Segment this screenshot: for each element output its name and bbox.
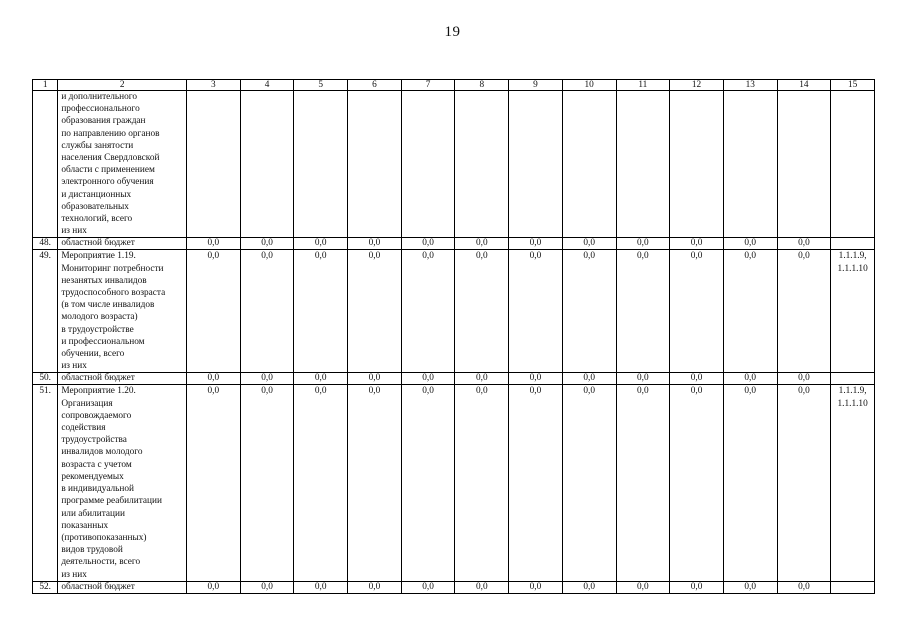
funding-value: [562, 91, 616, 238]
funding-value: 0,0: [401, 385, 455, 581]
row-description: областной бюджет: [58, 581, 187, 593]
column-header: 13: [723, 80, 777, 91]
funding-value: 0,0: [509, 238, 563, 250]
funding-value: [509, 91, 563, 238]
target-indicator-ref: [831, 238, 875, 250]
funding-value: 0,0: [616, 385, 670, 581]
funding-value: 0,0: [187, 385, 241, 581]
funding-value: 0,0: [777, 373, 831, 385]
funding-value: 0,0: [187, 373, 241, 385]
funding-value: [616, 91, 670, 238]
funding-value: 0,0: [294, 373, 348, 385]
target-indicator-ref: [831, 581, 875, 593]
funding-value: 0,0: [777, 385, 831, 581]
funding-value: 0,0: [240, 238, 294, 250]
funding-value: 0,0: [240, 250, 294, 373]
funding-value: [187, 91, 241, 238]
page-number: 19: [444, 24, 461, 40]
funding-value: 0,0: [562, 238, 616, 250]
table-row: [33, 581, 875, 593]
funding-value: 0,0: [294, 238, 348, 250]
funding-value: [670, 91, 724, 238]
funding-value: 0,0: [723, 238, 777, 250]
funding-value: 0,0: [723, 581, 777, 593]
target-indicator-ref: 1.1.1.9, 1.1.1.10: [831, 250, 875, 373]
row-description: областной бюджет: [58, 238, 187, 250]
column-header: 10: [562, 80, 616, 91]
funding-value: 0,0: [348, 238, 402, 250]
funding-value: 0,0: [670, 385, 724, 581]
funding-value: [240, 91, 294, 238]
table-row: [33, 250, 875, 373]
program-funding-table: [32, 79, 875, 594]
funding-value: 0,0: [401, 373, 455, 385]
column-header: 6: [348, 80, 402, 91]
funding-value: 0,0: [616, 238, 670, 250]
column-header: 11: [616, 80, 670, 91]
funding-value: 0,0: [509, 581, 563, 593]
funding-value: 0,0: [348, 250, 402, 373]
funding-value: 0,0: [616, 373, 670, 385]
funding-value: 0,0: [723, 373, 777, 385]
funding-value: 0,0: [455, 238, 509, 250]
funding-value: 0,0: [240, 373, 294, 385]
row-description: и дополнительного профессионального образования граждан по направлению органов службы занятости населения Свердловской области с применением электронного обучения и дистанционных образовательных технологий, всего из них: [58, 91, 187, 238]
column-header: 15: [831, 80, 875, 91]
funding-value: [777, 91, 831, 238]
column-header: 8: [455, 80, 509, 91]
column-header: 3: [187, 80, 241, 91]
funding-value: 0,0: [240, 385, 294, 581]
funding-value: 0,0: [401, 581, 455, 593]
funding-value: 0,0: [187, 250, 241, 373]
header-row: [33, 80, 875, 91]
funding-value: 0,0: [670, 250, 724, 373]
target-indicator-ref: [831, 373, 875, 385]
funding-value: 0,0: [294, 581, 348, 593]
funding-value: 0,0: [509, 385, 563, 581]
funding-value: 0,0: [455, 250, 509, 373]
row-number: [33, 91, 58, 238]
table-row: [33, 238, 875, 250]
column-header: 5: [294, 80, 348, 91]
funding-value: [294, 91, 348, 238]
target-indicator-ref: 1.1.1.9, 1.1.1.10: [831, 385, 875, 581]
row-number: 50.: [33, 373, 58, 385]
funding-value: 0,0: [723, 385, 777, 581]
funding-value: 0,0: [509, 373, 563, 385]
funding-value: 0,0: [616, 581, 670, 593]
column-header: 2: [58, 80, 187, 91]
table-row: [33, 373, 875, 385]
funding-value: 0,0: [777, 581, 831, 593]
column-header: 14: [777, 80, 831, 91]
funding-value: 0,0: [294, 250, 348, 373]
table-row: [33, 91, 875, 238]
funding-value: 0,0: [455, 385, 509, 581]
funding-value: [455, 91, 509, 238]
row-number: 48.: [33, 238, 58, 250]
funding-value: 0,0: [562, 373, 616, 385]
funding-value: 0,0: [670, 238, 724, 250]
table-row: [33, 385, 875, 581]
funding-value: 0,0: [187, 581, 241, 593]
row-description: Мероприятие 1.19. Мониторинг потребности незанятых инвалидов трудоспособного возраста (в том числе инвалидов молодого возраста) в трудоустройстве и профессиональном обучении, всего из них: [58, 250, 187, 373]
funding-value: 0,0: [670, 373, 724, 385]
funding-value: 0,0: [348, 385, 402, 581]
column-header: 9: [509, 80, 563, 91]
funding-value: 0,0: [240, 581, 294, 593]
funding-value: 0,0: [401, 250, 455, 373]
column-header: 4: [240, 80, 294, 91]
funding-value: [401, 91, 455, 238]
funding-value: 0,0: [348, 373, 402, 385]
funding-value: 0,0: [777, 238, 831, 250]
row-number: 51.: [33, 385, 58, 581]
funding-value: 0,0: [401, 238, 455, 250]
funding-value: 0,0: [348, 581, 402, 593]
funding-value: 0,0: [294, 385, 348, 581]
column-header: 12: [670, 80, 724, 91]
column-header: 7: [401, 80, 455, 91]
row-number: 49.: [33, 250, 58, 373]
funding-value: 0,0: [562, 581, 616, 593]
funding-value: 0,0: [509, 250, 563, 373]
funding-value: 0,0: [562, 385, 616, 581]
funding-value: 0,0: [455, 581, 509, 593]
funding-value: 0,0: [187, 238, 241, 250]
funding-value: [723, 91, 777, 238]
row-number: 52.: [33, 581, 58, 593]
funding-value: 0,0: [777, 250, 831, 373]
row-description: областной бюджет: [58, 373, 187, 385]
column-header: 1: [33, 80, 58, 91]
funding-value: 0,0: [723, 250, 777, 373]
funding-value: 0,0: [670, 581, 724, 593]
funding-value: 0,0: [562, 250, 616, 373]
target-indicator-ref: [831, 91, 875, 238]
funding-value: 0,0: [455, 373, 509, 385]
funding-value: [348, 91, 402, 238]
funding-value: 0,0: [616, 250, 670, 373]
row-description: Мероприятие 1.20. Организация сопровождаемого содействия трудоустройства инвалидов молодого возраста с учетом рекомендуемых в индивидуальной программе реабилитации или абилитации показанных (противопоказанных) видов трудовой деятельности, всего из них: [58, 385, 187, 581]
